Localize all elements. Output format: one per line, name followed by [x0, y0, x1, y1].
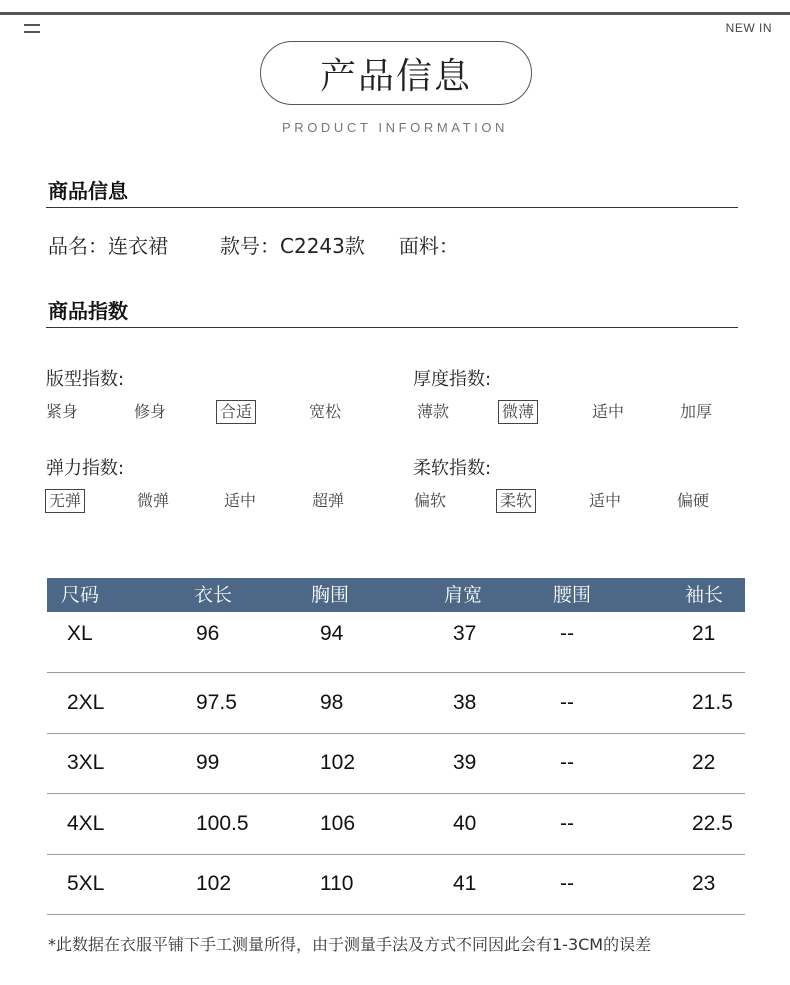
cell-size: XL [67, 622, 93, 645]
top-border [0, 12, 790, 15]
product-name: 品名：连衣裙 [48, 234, 168, 258]
index-option: 偏软 [414, 491, 447, 510]
index-label: 柔软指数: [413, 458, 492, 479]
cell-shoulder: 39 [453, 751, 477, 774]
cell-sleeve: 22.5 [692, 811, 733, 835]
index-option: 适中 [589, 491, 622, 510]
cell-waist: -- [560, 872, 574, 895]
page-title: 产品信息 [260, 41, 532, 105]
cell-waist: -- [560, 622, 574, 645]
cell-sleeve: 23 [692, 872, 716, 895]
cell-length: 96 [196, 622, 220, 645]
index-option: 紧身 [46, 402, 79, 421]
index-option: 超弹 [312, 491, 345, 510]
index-option-selected: 微薄 [498, 400, 538, 424]
cell-size: 3XL [67, 751, 105, 774]
cell-length: 97.5 [196, 690, 237, 714]
page-subtitle: PRODUCT INFORMATION [281, 120, 509, 135]
cell-size: 5XL [67, 872, 105, 895]
product-style-number: 款号：C2243款 [220, 234, 365, 258]
cell-bust: 106 [320, 811, 356, 835]
index-option: 薄款 [417, 402, 450, 421]
cell-waist: -- [560, 751, 574, 774]
hamburger-icon[interactable] [24, 24, 40, 36]
col-bust: 胸围 [311, 584, 350, 606]
index-section-title: 商品指数 [48, 299, 128, 323]
cell-bust: 94 [320, 622, 344, 645]
index-option: 修身 [134, 402, 167, 421]
product-info-row [48, 230, 459, 259]
measurement-note: *此数据在衣服平铺下手工测量所得，由于测量手法及方式不同因此会有1-3CM的误差 [48, 935, 652, 954]
cell-size: 4XL [67, 811, 105, 835]
cell-bust: 98 [320, 690, 344, 714]
table-row [47, 612, 745, 673]
index-option-selected: 合适 [216, 400, 256, 424]
col-size: 尺码 [61, 584, 100, 606]
index-option-selected: 柔软 [496, 489, 536, 513]
cell-shoulder: 38 [453, 690, 477, 714]
col-shoulder: 肩宽 [444, 584, 483, 606]
cell-shoulder: 37 [453, 622, 477, 645]
table-row [47, 673, 745, 734]
cell-length: 102 [196, 872, 232, 895]
index-option: 偏硬 [677, 491, 710, 510]
index-section-divider [46, 327, 738, 328]
index-option-selected: 无弹 [45, 489, 85, 513]
table-row [47, 854, 745, 915]
cell-sleeve: 21 [692, 622, 716, 645]
cell-bust: 110 [320, 872, 354, 895]
index-label: 版型指数: [46, 369, 125, 390]
cell-sleeve: 22 [692, 751, 716, 774]
index-label: 厚度指数: [413, 369, 492, 390]
index-label: 弹力指数: [46, 458, 125, 479]
info-section-title: 商品信息 [48, 179, 128, 203]
cell-shoulder: 41 [453, 872, 477, 895]
size-table-header [47, 578, 745, 612]
cell-length: 99 [196, 751, 220, 774]
col-waist: 腰围 [553, 584, 592, 606]
index-option: 适中 [592, 402, 625, 421]
index-option: 适中 [224, 491, 257, 510]
cell-waist: -- [560, 690, 574, 714]
col-sleeve: 袖长 [685, 584, 724, 606]
table-row [47, 794, 745, 855]
cell-length: 100.5 [196, 811, 249, 835]
product-fabric: 面料： [398, 234, 459, 258]
col-length: 衣长 [194, 584, 233, 606]
table-row [47, 733, 745, 794]
cell-shoulder: 40 [453, 811, 477, 835]
new-in-label: NEW IN [725, 21, 772, 35]
index-option: 微弹 [137, 491, 170, 510]
cell-size: 2XL [67, 690, 105, 714]
info-section-divider [46, 207, 738, 208]
cell-sleeve: 21.5 [692, 690, 733, 714]
cell-bust: 102 [320, 751, 356, 774]
index-option: 加厚 [680, 402, 713, 421]
cell-waist: -- [560, 811, 574, 835]
index-option: 宽松 [309, 402, 342, 421]
